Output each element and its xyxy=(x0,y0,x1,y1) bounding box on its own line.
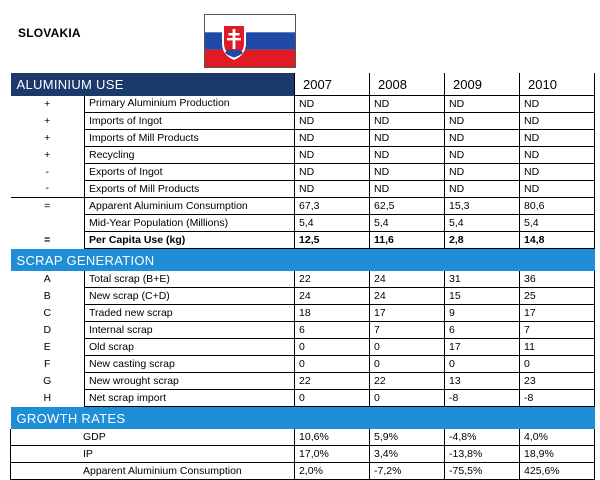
table-row xyxy=(11,232,595,249)
table-row xyxy=(11,339,595,356)
row-label: GDP xyxy=(11,429,295,446)
aluminium-use-value-2010: ND xyxy=(520,147,595,164)
growth-rates-value-2007: 17,0% xyxy=(295,446,370,463)
scrap-generation-value-2008: 0 xyxy=(370,339,445,356)
table-row xyxy=(11,446,595,463)
table-row xyxy=(11,215,595,232)
year-header-2009: 2009 xyxy=(445,73,520,96)
table-row xyxy=(11,198,595,215)
row-sign: - xyxy=(45,165,49,178)
scrap-generation-value-2010: 23 xyxy=(520,373,595,390)
row-label: Traded new scrap xyxy=(85,305,295,322)
aluminium-use-value-2007: 12,5 xyxy=(295,232,370,249)
row-sign: G xyxy=(43,374,52,387)
scrap-generation-value-2009: 17 xyxy=(445,339,520,356)
aluminium-use-value-2008: ND xyxy=(370,130,445,147)
aluminium-use-value-2009: 5,4 xyxy=(445,215,520,232)
scrap-generation-value-2008: 17 xyxy=(370,305,445,322)
row-sign: + xyxy=(44,114,51,127)
row-label: IP xyxy=(11,446,295,463)
scrap-generation-value-2009: 0 xyxy=(445,356,520,373)
growth-rates-value-2009: -4,8% xyxy=(445,429,520,446)
row-sign: C xyxy=(43,306,52,319)
row-sign: A xyxy=(43,272,51,285)
year-header-2010: 2010 xyxy=(520,73,595,96)
aluminium-use-value-2007: ND xyxy=(295,181,370,198)
year-header-2007: 2007 xyxy=(295,73,370,96)
row-label: New scrap (C+D) xyxy=(85,288,295,305)
aluminium-use-value-2008: 62,5 xyxy=(370,198,445,215)
growth-rates-value-2008: 3,4% xyxy=(370,446,445,463)
aluminium-use-value-2007: 67,3 xyxy=(295,198,370,215)
row-label: Recycling xyxy=(85,147,295,164)
table-row xyxy=(11,288,595,305)
year-header-2008: 2008 xyxy=(370,73,445,96)
scrap-generation-value-2008: 7 xyxy=(370,322,445,339)
growth-rates-header-row xyxy=(11,407,595,430)
slovakia-flag xyxy=(204,14,296,68)
aluminium-use-value-2007: 5,4 xyxy=(295,215,370,232)
scrap-generation-value-2010: -8 xyxy=(520,390,595,407)
growth-rates-value-2010: 4,0% xyxy=(520,429,595,446)
scrap-generation-value-2009: 13 xyxy=(445,373,520,390)
growth-rates-value-2010: 425,6% xyxy=(520,463,595,480)
scrap-generation-value-2007: 6 xyxy=(295,322,370,339)
row-label: Exports of Mill Products xyxy=(85,181,295,198)
growth-rates-value-2009: -13,8% xyxy=(445,446,520,463)
flag-icon xyxy=(205,15,295,67)
aluminium-use-value-2010: ND xyxy=(520,164,595,181)
growth-rates-value-2007: 10,6% xyxy=(295,429,370,446)
table-row xyxy=(11,164,595,181)
table-row xyxy=(11,322,595,339)
row-sign: = xyxy=(44,233,51,246)
scrap-generation-value-2009: 15 xyxy=(445,288,520,305)
aluminium-use-value-2009: 15,3 xyxy=(445,198,520,215)
aluminium-use-value-2007: ND xyxy=(295,96,370,113)
row-sign: E xyxy=(43,340,51,353)
row-sign: H xyxy=(43,391,52,404)
row-sign: - xyxy=(45,182,49,195)
scrap-generation-value-2007: 0 xyxy=(295,390,370,407)
aluminium-use-value-2008: ND xyxy=(370,113,445,130)
aluminium-statistics-table xyxy=(10,73,595,480)
aluminium-use-value-2010: 80,6 xyxy=(520,198,595,215)
row-label: Old scrap xyxy=(85,339,295,356)
aluminium-use-value-2010: ND xyxy=(520,96,595,113)
table-row xyxy=(11,113,595,130)
growth-rates-value-2009: -75,5% xyxy=(445,463,520,480)
aluminium-use-value-2008: 11,6 xyxy=(370,232,445,249)
table-row xyxy=(11,181,595,198)
aluminium-use-value-2009: ND xyxy=(445,96,520,113)
row-sign: F xyxy=(44,357,51,370)
table-row xyxy=(11,463,595,480)
scrap-generation-value-2007: 0 xyxy=(295,356,370,373)
aluminium-use-value-2009: ND xyxy=(445,147,520,164)
scrap-generation-value-2007: 24 xyxy=(295,288,370,305)
aluminium-use-value-2010: 5,4 xyxy=(520,215,595,232)
row-sign: D xyxy=(43,323,52,336)
aluminium-use-value-2007: ND xyxy=(295,113,370,130)
growth-rates-value-2007: 2,0% xyxy=(295,463,370,480)
scrap-generation-header-row xyxy=(11,249,595,272)
scrap-generation-value-2008: 0 xyxy=(370,390,445,407)
scrap-generation-value-2010: 0 xyxy=(520,356,595,373)
row-label: Primary Aluminium Production xyxy=(85,96,295,113)
row-sign: = xyxy=(11,198,85,215)
scrap-generation-value-2009: 6 xyxy=(445,322,520,339)
aluminium-use-value-2010: ND xyxy=(520,130,595,147)
aluminium-use-value-2007: ND xyxy=(295,164,370,181)
growth-rates-value-2008: 5,9% xyxy=(370,429,445,446)
table-row xyxy=(11,271,595,288)
table-row xyxy=(11,373,595,390)
scrap-generation-value-2008: 0 xyxy=(370,356,445,373)
table-row xyxy=(11,96,595,113)
aluminium-use-value-2010: ND xyxy=(520,113,595,130)
aluminium-use-header-row xyxy=(11,73,595,96)
scrap-generation-value-2009: -8 xyxy=(445,390,520,407)
aluminium-use-value-2009: ND xyxy=(445,130,520,147)
aluminium-use-value-2009: ND xyxy=(445,164,520,181)
row-sign: + xyxy=(44,97,51,110)
row-sign: + xyxy=(44,131,51,144)
row-label: Per Capita Use (kg) xyxy=(85,232,295,249)
scrap-generation-value-2009: 9 xyxy=(445,305,520,322)
row-sign: B xyxy=(43,289,51,302)
aluminium-use-value-2008: ND xyxy=(370,147,445,164)
scrap-generation-value-2010: 11 xyxy=(520,339,595,356)
row-label: Apparent Aluminium Consumption xyxy=(11,463,295,480)
row-label: Imports of Mill Products xyxy=(85,130,295,147)
scrap-generation-value-2007: 22 xyxy=(295,271,370,288)
scrap-generation-value-2008: 24 xyxy=(370,288,445,305)
table-row xyxy=(11,147,595,164)
aluminium-use-section-title: ALUMINIUM USE xyxy=(11,73,295,96)
growth-rates-value-2008: -7,2% xyxy=(370,463,445,480)
row-label: Exports of Ingot xyxy=(85,164,295,181)
row-label: Internal scrap xyxy=(85,322,295,339)
country-title: SLOVAKIA xyxy=(18,26,81,40)
row-sign: + xyxy=(44,148,51,161)
aluminium-use-value-2009: ND xyxy=(445,181,520,198)
growth-rates-section-title: GROWTH RATES xyxy=(11,407,595,430)
scrap-generation-value-2009: 31 xyxy=(445,271,520,288)
table-row xyxy=(11,130,595,147)
table-row xyxy=(11,429,595,446)
scrap-generation-section-title: SCRAP GENERATION xyxy=(11,249,595,272)
aluminium-use-value-2009: 2,8 xyxy=(445,232,520,249)
row-label: New casting scrap xyxy=(85,356,295,373)
aluminium-use-value-2008: ND xyxy=(370,96,445,113)
row-label: Mid-Year Population (Millions) xyxy=(85,215,295,232)
aluminium-use-value-2008: ND xyxy=(370,181,445,198)
scrap-generation-value-2008: 22 xyxy=(370,373,445,390)
aluminium-use-value-2009: ND xyxy=(445,113,520,130)
aluminium-use-value-2008: ND xyxy=(370,164,445,181)
scrap-generation-value-2007: 18 xyxy=(295,305,370,322)
row-sign xyxy=(11,215,85,232)
scrap-generation-value-2010: 7 xyxy=(520,322,595,339)
row-label: Apparent Aluminium Consumption xyxy=(85,198,295,215)
aluminium-use-value-2007: ND xyxy=(295,130,370,147)
row-label: Imports of Ingot xyxy=(85,113,295,130)
aluminium-use-value-2008: 5,4 xyxy=(370,215,445,232)
growth-rates-value-2010: 18,9% xyxy=(520,446,595,463)
scrap-generation-value-2007: 0 xyxy=(295,339,370,356)
scrap-generation-value-2010: 17 xyxy=(520,305,595,322)
table-row xyxy=(11,390,595,407)
table-row xyxy=(11,356,595,373)
row-label: Total scrap (B+E) xyxy=(85,271,295,288)
aluminium-use-value-2007: ND xyxy=(295,147,370,164)
row-label: New wrought scrap xyxy=(85,373,295,390)
scrap-generation-value-2010: 36 xyxy=(520,271,595,288)
aluminium-use-value-2010: ND xyxy=(520,181,595,198)
aluminium-use-value-2010: 14,8 xyxy=(520,232,595,249)
row-label: Net scrap import xyxy=(85,390,295,407)
scrap-generation-value-2010: 25 xyxy=(520,288,595,305)
scrap-generation-value-2007: 22 xyxy=(295,373,370,390)
table-row xyxy=(11,305,595,322)
scrap-generation-value-2008: 24 xyxy=(370,271,445,288)
